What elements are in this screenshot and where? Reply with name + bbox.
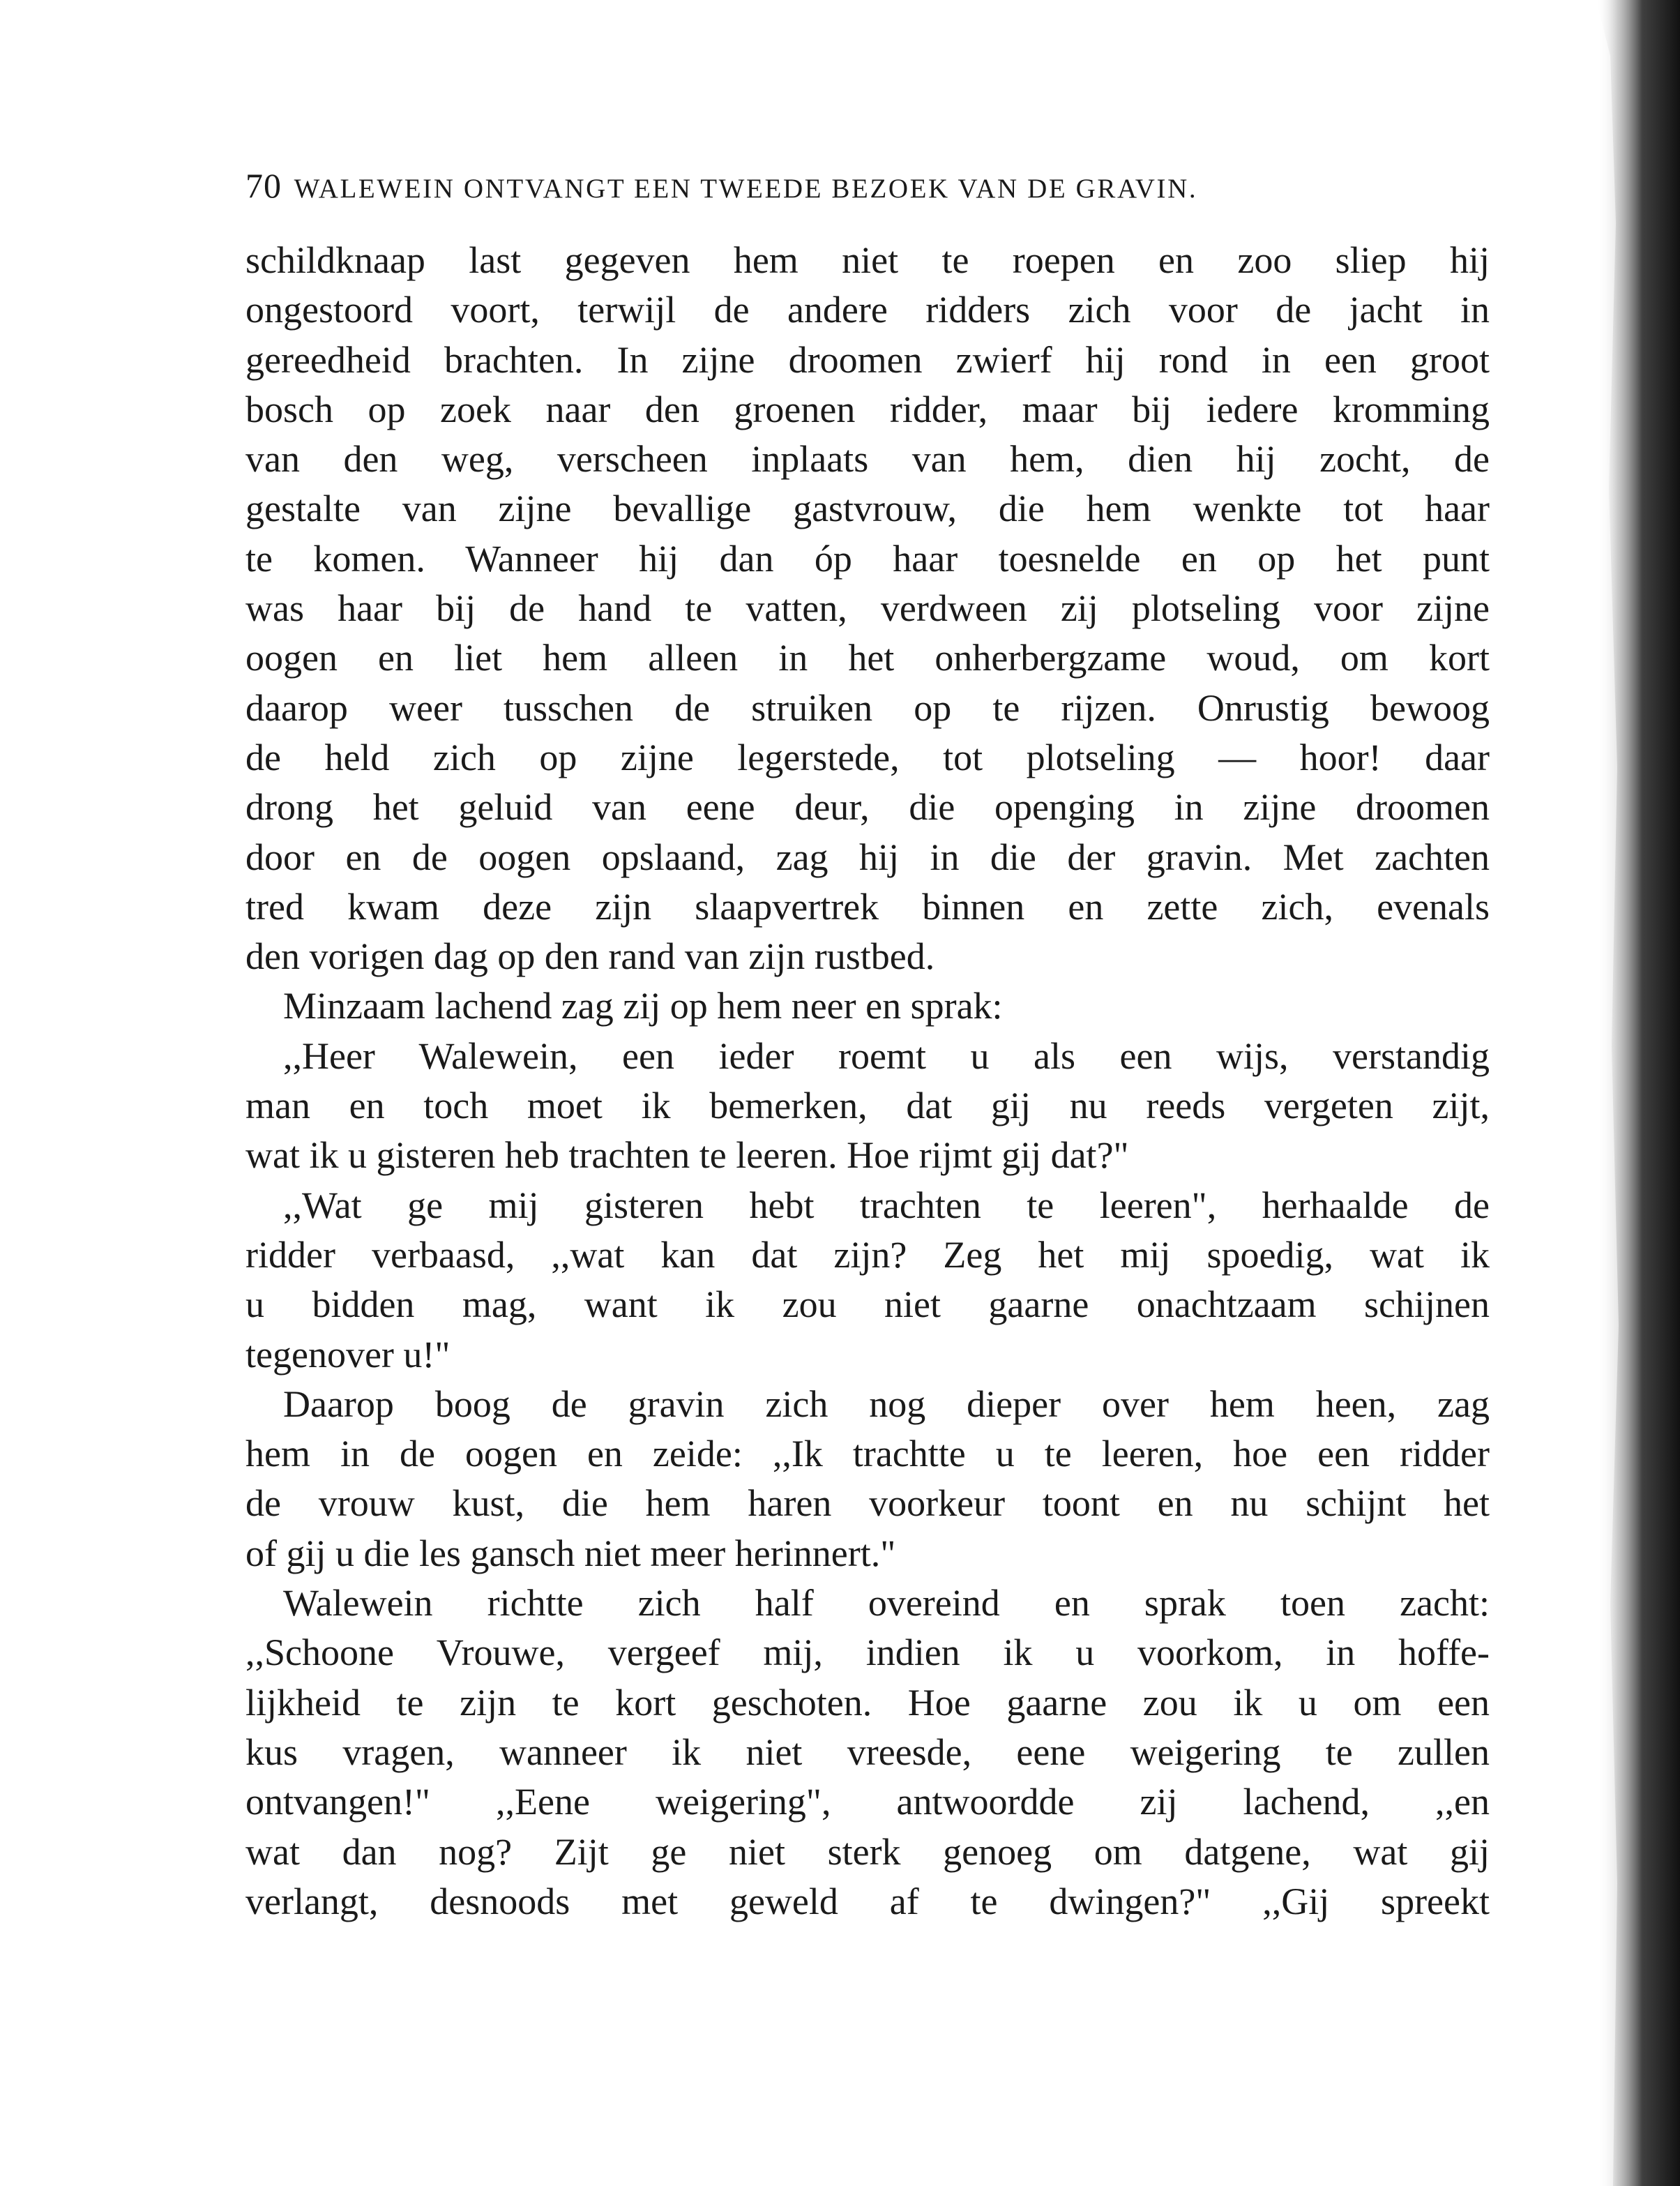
text-line: ,,Heer Walewein, een ieder roemt u als een wijs, verstandig bbox=[283, 1034, 1490, 1077]
text-line: tred kwam deze zijn slaapvertrek binnen en zette zich, evenals bbox=[245, 885, 1490, 928]
text-line: ridder verbaasd, ,,wat kan dat zijn? Zeg het mij spoedig, wat ik bbox=[245, 1233, 1490, 1276]
text-line: door en de oogen opslaand, zag hij in die der gravin. Met zachten bbox=[245, 836, 1490, 878]
text-line: de held zich op zijne legerstede, tot plotseling — hoor! daar bbox=[245, 736, 1490, 778]
text-line: wat ik u gisteren heb trachten te leeren. Hoe rijmt gij dat?" bbox=[245, 1134, 1129, 1177]
text-line: ongestoord voort, terwijl de andere ridders zich voor de jacht in bbox=[245, 289, 1490, 331]
text-line: ontvangen!" ,,Eene weigering", antwoordde zij lachend, ,,en bbox=[245, 1781, 1490, 1823]
text-line: ,,Wat ge mij gisteren hebt trachten te leeren", herhaalde de bbox=[283, 1184, 1490, 1226]
running-head bbox=[245, 165, 1487, 210]
text-line: of gij u die les gansch niet meer herinnert." bbox=[245, 1532, 896, 1574]
text-line: drong het geluid van eene deur, die opengіng in zijne droomen bbox=[245, 786, 1490, 829]
text-line: man en toch moet ik bemerken, dat gij nu reeds vergeten zijt, bbox=[245, 1085, 1490, 1127]
text-line: gereedheid brachten. In zijne droomen zwierf hij rond in een groot bbox=[245, 338, 1490, 381]
text-line: gestalte van zijne bevallige gastvrouw, die hem wenkte tot haar bbox=[245, 488, 1490, 530]
text-line: van den weg, verscheen inplaats van hem, dien hij zocht, de bbox=[245, 438, 1490, 481]
text-line: te komen. Wanneer hij dan óp haar toesnelde en op het punt bbox=[245, 537, 1490, 580]
text-line: daarop weer tusschen de struiken op te rijzen. Onrustig bewoog bbox=[245, 686, 1490, 729]
text-line: Walewein richtte zich half overeind en sprak toen zacht: bbox=[283, 1582, 1490, 1625]
body-text bbox=[245, 236, 1490, 1927]
text-line: u bidden mag, want ik zou niet gaarne onachtzaam schijnen bbox=[245, 1283, 1490, 1326]
text-line: bosch op zoek naar den groenen ridder, maar bij iedere kromming bbox=[245, 388, 1490, 430]
text-line: ,,Schoone Vrouwe, vergeef mij, indien ik u voorkom, in hoffe- bbox=[245, 1631, 1490, 1674]
text-line: Minzaam lachend zag zij op hem neer en sprak: bbox=[283, 985, 1003, 1027]
running-title: WALEWEIN ONTVANGT EEN TWEEDE BEZOEK VAN DE GRAVIN. bbox=[294, 174, 1198, 204]
text-line: verlangt, desnoods met geweld af te dwingen?" ,,Gij spreekt bbox=[245, 1880, 1490, 1922]
text-line: schildknaap last gegeven hem niet te roepen en zoo sliep hij bbox=[245, 239, 1490, 281]
text-line: hem in de oogen en zeide: ,,Ik trachtte u te leeren, hoe een ridder bbox=[245, 1433, 1490, 1475]
text-line: Daarop boog de gravin zich nog dieper over hem heen, zag bbox=[283, 1382, 1490, 1425]
text-line: oogen en liet hem alleen in het onherbergzame woud, om kort bbox=[245, 637, 1490, 679]
text-line: tegenover u!" bbox=[245, 1333, 451, 1375]
text-line: kus vragen, wanneer ik niet vreesde, eene weigering te zullen bbox=[245, 1731, 1490, 1773]
page-number: 70 bbox=[245, 166, 282, 205]
text-line: wat dan nog? Zijt ge niet sterk genoeg om datgene, wat gij bbox=[245, 1830, 1490, 1873]
text-line: lijkheid te zijn te kort geschoten. Hoe gaarne zou ik u om een bbox=[245, 1681, 1490, 1724]
text-line: was haar bij de hand te vatten, verdween zij plotseling voor zijne bbox=[245, 587, 1490, 630]
text-line: den vorigen dag op den rand van zijn rustbed. bbox=[245, 935, 935, 978]
text-line: de vrouw kust, die hem haren voorkeur toont en nu schijnt het bbox=[245, 1482, 1490, 1525]
scan-edge-shadow bbox=[1596, 0, 1680, 2186]
